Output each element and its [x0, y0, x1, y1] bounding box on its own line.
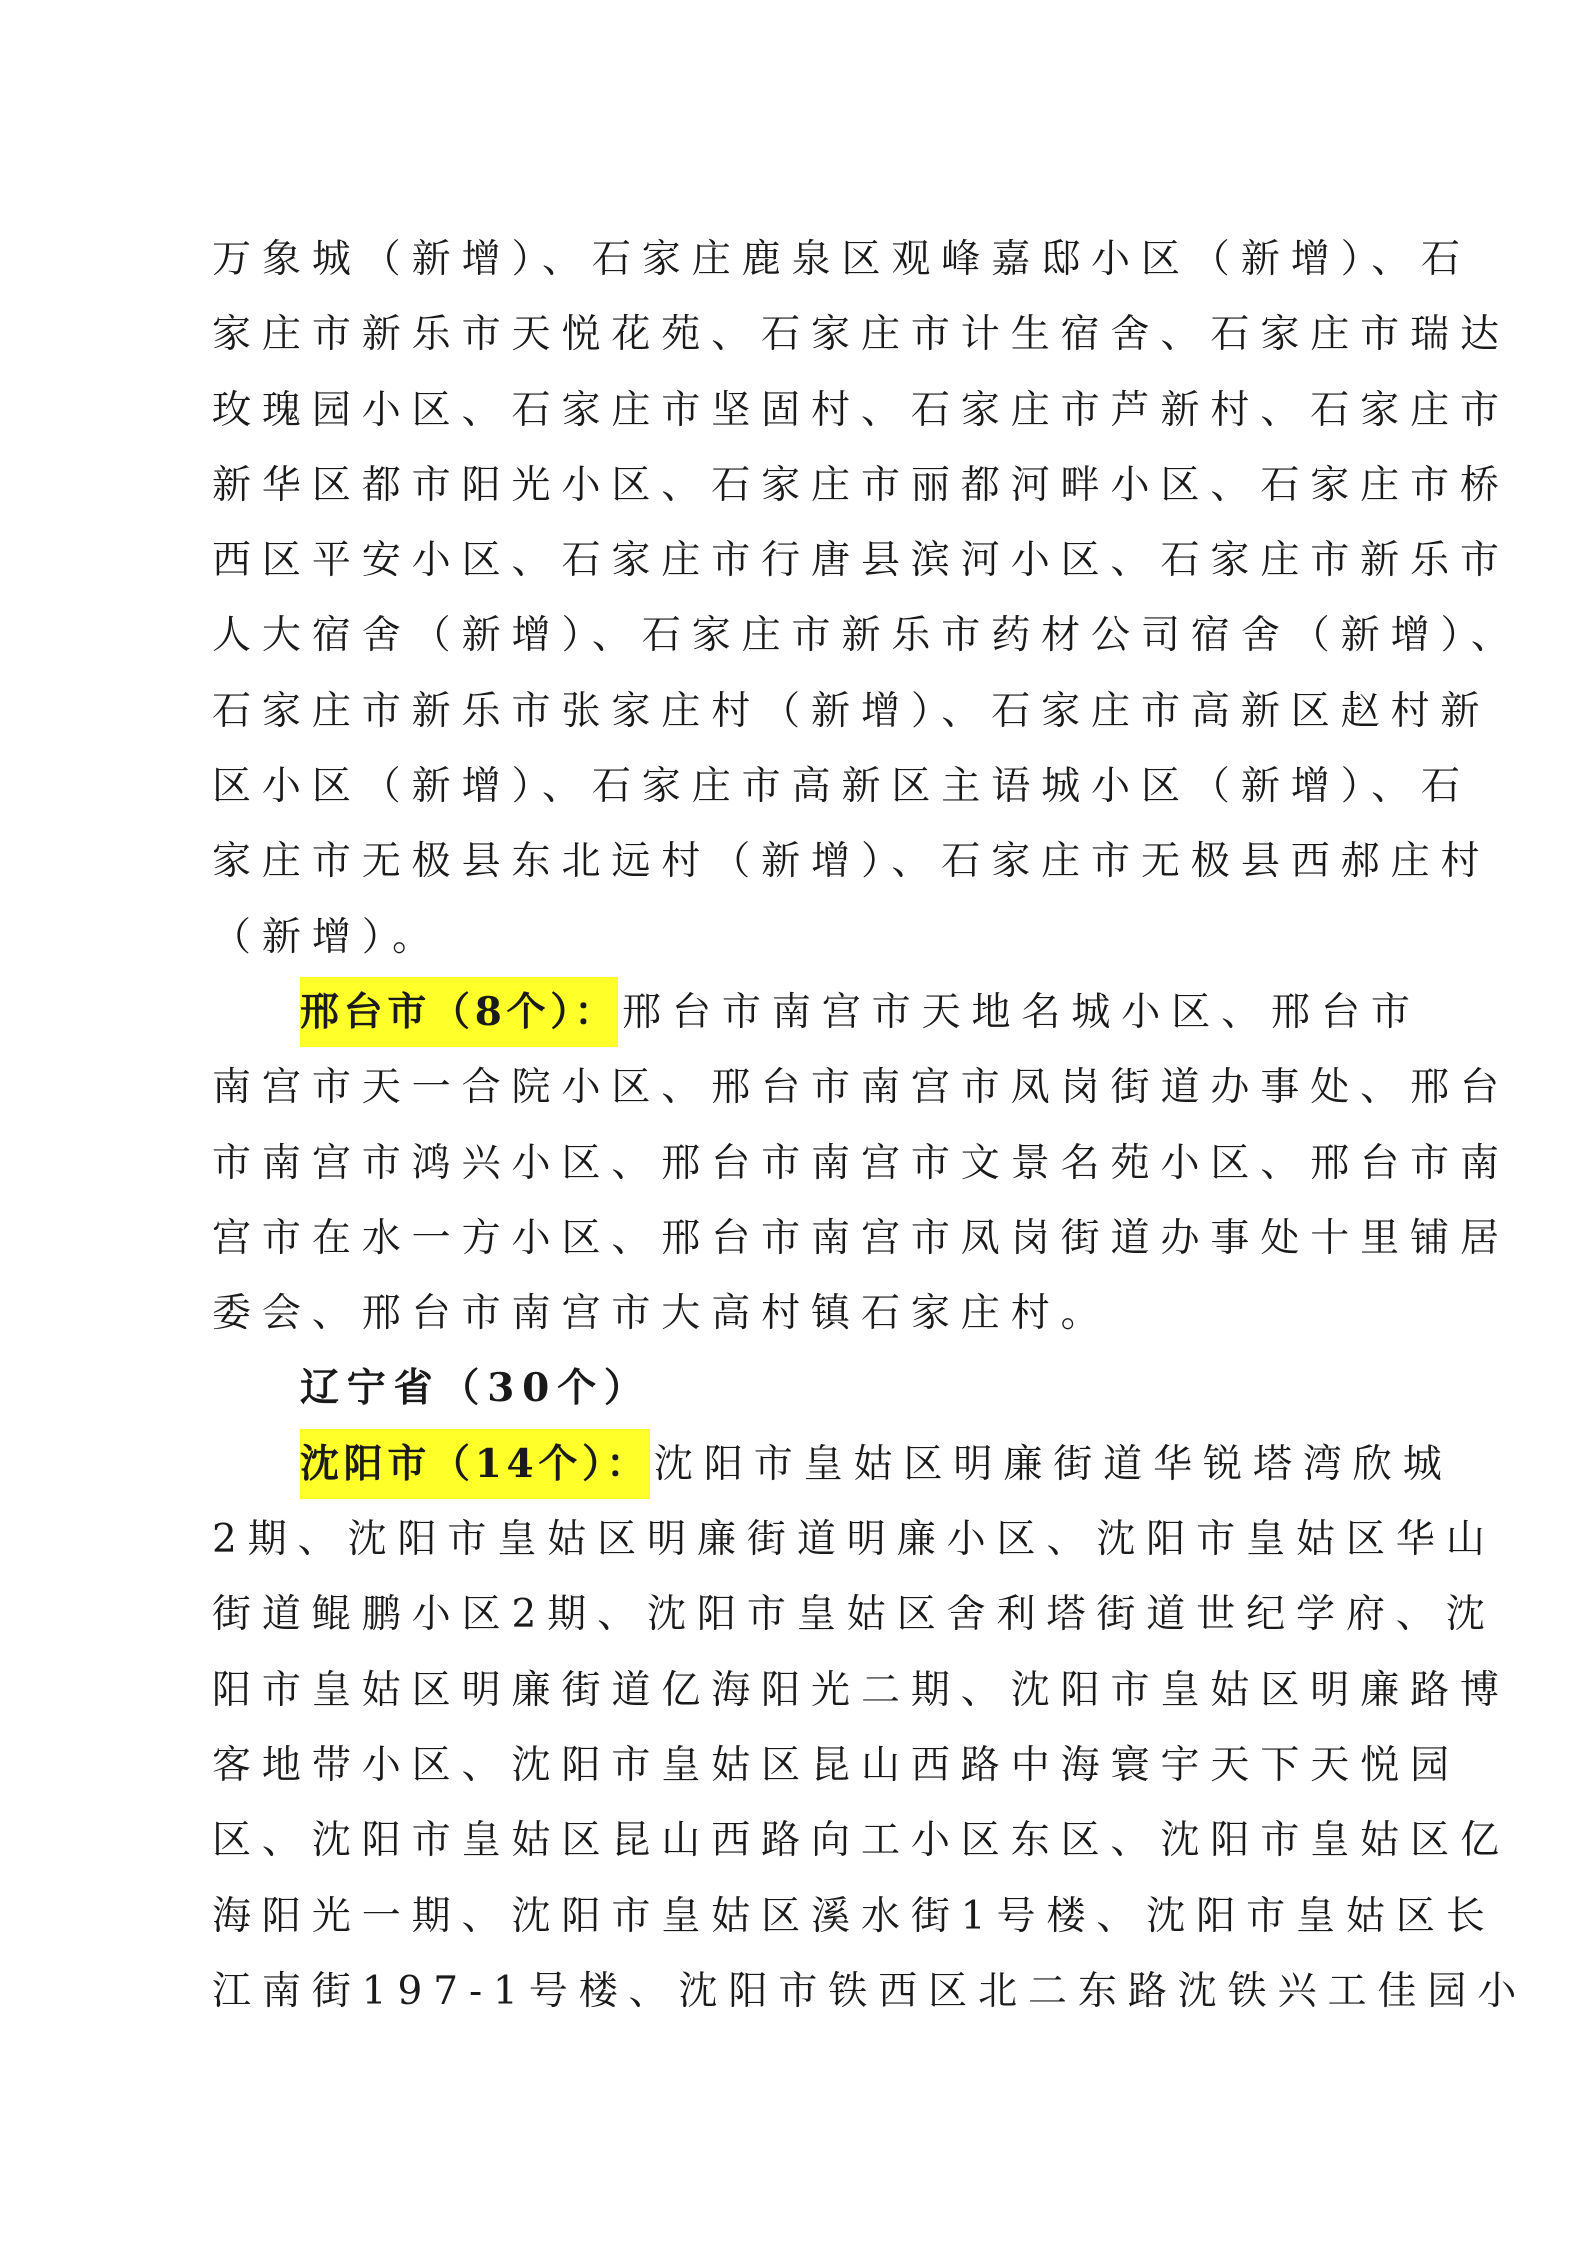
body-line: 市南宫市鸿兴小区、邢台市南宫市文景名苑小区、邢台市南	[212, 1140, 1510, 1186]
body-line: 客地带小区、沈阳市皇姑区昆山西路中海寰宇天下天悦园	[212, 1742, 1461, 1788]
body-line: 区小区（新增）、石家庄市高新区主语城小区（新增）、石	[212, 764, 1471, 810]
body-line: 区、沈阳市皇姑区昆山西路向工小区东区、沈阳市皇姑区亿	[212, 1818, 1510, 1864]
shenyang-first-line	[212, 1427, 1453, 1502]
body-line: 家庄市新乐市天悦花苑、石家庄市计生宿舍、石家庄市瑞达	[212, 312, 1510, 358]
body-line: 宫市在水一方小区、邢台市南宫市凤岗街道办事处十里铺居	[212, 1215, 1510, 1261]
body-line: 石家庄市新乐市张家庄村（新增）、石家庄市高新区赵村新	[212, 688, 1491, 734]
xingtai-first-line	[212, 975, 1421, 1050]
xingtai-first-line-text: 邢台市南宫市天地名城小区、邢台市	[622, 989, 1421, 1035]
body-line: 2期、沈阳市皇姑区明廉街道明廉小区、沈阳市皇姑区华山	[212, 1517, 1496, 1563]
body-line: 委会、邢台市南宫市大高村镇石家庄村。	[212, 1291, 1111, 1337]
body-line: 南宫市天一合院小区、邢台市南宫市凤岗街道办事处、邢台	[212, 1065, 1510, 1111]
body-line: 万象城（新增）、石家庄鹿泉区观峰嘉邸小区（新增）、石	[212, 237, 1471, 282]
body-line: 海阳光一期、沈阳市皇姑区溪水街1号楼、沈阳市皇姑区长	[212, 1893, 1496, 1939]
body-line: 江南街197-1号楼、沈阳市铁西区北二东路沈铁兴工佳园小	[212, 1968, 1528, 2014]
body-line: 新华区都市阳光小区、石家庄市丽都河畔小区、石家庄市桥	[212, 462, 1510, 508]
body-line: 玫瑰园小区、石家庄市坚固村、石家庄市芦新村、石家庄市	[212, 387, 1510, 433]
document-body	[212, 222, 1528, 2029]
shenyang-first-line-text: 沈阳市皇姑区明廉街道华锐塔湾欣城	[653, 1441, 1453, 1487]
body-line: 街道鲲鹏小区2期、沈阳市皇姑区舍利塔街道世纪学府、沈	[212, 1592, 1496, 1638]
body-line: 人大宿舍（新增）、石家庄市新乐市药材公司宿舍（新增）、	[212, 613, 1521, 659]
xingtai-highlighted-label: 邢台市（8个）：	[300, 977, 618, 1047]
shenyang-highlighted-label: 沈阳市（14个）：	[300, 1429, 650, 1499]
body-line: （新增）。	[212, 914, 443, 960]
liaoning-section-heading: 辽宁省（30个）	[300, 1365, 651, 1412]
body-line: 西区平安小区、石家庄市行唐县滨河小区、石家庄市新乐市	[212, 538, 1510, 584]
body-line: 家庄市无极县东北远村（新增）、石家庄市无极县西郝庄村	[212, 839, 1491, 885]
body-line: 阳市皇姑区明廉街道亿海阳光二期、沈阳市皇姑区明廉路博	[212, 1667, 1510, 1713]
